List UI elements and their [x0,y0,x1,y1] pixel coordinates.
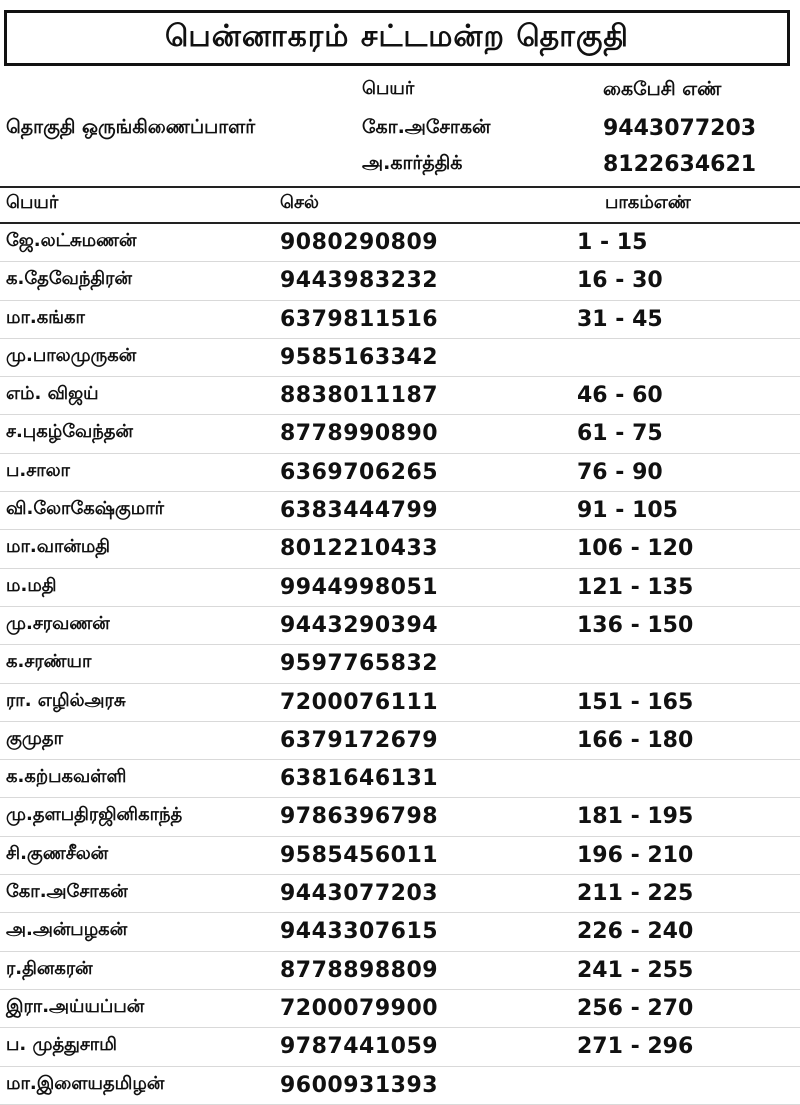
member-phone: 9600931393 [280,1072,439,1098]
member-phone: 6379811516 [280,306,439,332]
member-phone: 9443307615 [280,919,439,945]
member-phone: 9443983232 [280,268,439,294]
column-header-booth: பாகம்எண் [605,192,691,213]
member-name: வி.லோகேஷ்குமார் [6,498,165,520]
table-row [0,913,800,951]
member-phone: 9597765832 [280,651,439,677]
member-phone: 9944998051 [280,574,439,600]
table-row [0,492,800,530]
booth-range: 106 - 120 [577,536,694,562]
member-name: க.கற்பகவள்ளி [6,766,127,788]
booth-range: 181 - 195 [577,804,694,830]
member-name: கோ.அசோகன் [6,881,128,903]
member-name: ப.சாலா [6,459,70,481]
table-row [0,798,800,836]
coordinator-name-header: பெயர் [362,78,415,99]
table-row [0,377,800,415]
booth-range: 136 - 150 [577,612,694,638]
booth-range: 121 - 135 [577,574,694,600]
member-phone: 7200076111 [280,689,439,715]
table-row [0,530,800,568]
booth-range: 61 - 75 [577,421,663,447]
member-name: க.சரண்யா [6,651,92,673]
booth-range: 16 - 30 [577,268,663,294]
member-name: க.தேவேந்திரன் [6,268,132,290]
member-name: ர.தினகரன் [6,957,93,979]
member-phone: 8838011187 [280,383,439,409]
booth-range: 211 - 225 [577,881,694,907]
table-row [0,875,800,913]
table-row [0,262,800,300]
booth-range: 31 - 45 [577,306,663,332]
member-name: ப. முத்துசாமி [6,1034,117,1056]
member-table [0,224,800,1105]
member-phone: 9443290394 [280,612,439,638]
column-header-name: பெயர் [6,192,59,213]
table-row [0,645,800,683]
member-name: குமுதா [6,727,64,749]
member-name: ம.மதி [6,574,57,596]
table-row [0,1067,800,1105]
table-row [0,301,800,339]
page-title: பென்னாகரம் சட்டமன்ற தொகுதி [165,18,629,54]
coordinator-section [0,70,800,186]
coordinator-phone-header: கைபேசி எண் [603,78,722,100]
member-name: ரா. எழில்அரசு [6,689,126,711]
member-phone: 6381646131 [280,766,439,792]
member-phone: 6383444799 [280,498,439,524]
table-row [0,952,800,990]
coordinator-label: தொகுதி ஒருங்கிணைப்பாளர் [6,116,256,138]
member-name: மா.இளையதமிழன் [6,1072,165,1094]
table-row [0,1028,800,1066]
table-row [0,454,800,492]
booth-range: 76 - 90 [577,459,663,485]
member-name: ச.புகழ்வேந்தன் [6,421,133,443]
coordinator-name: கோ.அசோகன் [362,116,491,138]
member-phone: 7200079900 [280,995,439,1021]
member-phone: 8012210433 [280,536,439,562]
booth-range: 91 - 105 [577,498,678,524]
member-name: மா.கங்கா [6,306,85,328]
coordinator-phone: 9443077203 [603,116,757,141]
member-name: மு.பாலமுருகன் [6,344,137,366]
member-name: மா.வான்மதி [6,536,111,558]
member-name: ஜே.லட்சுமணன் [6,230,137,251]
coordinator-phone: 8122634621 [603,152,757,177]
table-row [0,607,800,645]
booth-range: 151 - 165 [577,689,694,715]
title-banner [4,10,790,66]
member-name: சி.குணசீலன் [6,842,109,864]
member-phone: 8778990890 [280,421,439,447]
member-phone: 9443077203 [280,881,439,907]
booth-range: 241 - 255 [577,957,694,983]
booth-range: 1 - 15 [577,230,648,255]
table-row [0,760,800,798]
booth-range: 46 - 60 [577,383,663,409]
member-phone: 9787441059 [280,1034,439,1060]
member-phone: 9080290809 [280,230,439,255]
table-row [0,339,800,377]
member-name: அ.அன்பழகன் [6,919,128,941]
table-row [0,569,800,607]
column-header-phone: செல் [280,192,319,213]
member-name: இரா.அய்யப்பன் [6,995,145,1017]
member-phone: 6369706265 [280,459,439,485]
member-phone: 8778898809 [280,957,439,983]
booth-range: 226 - 240 [577,919,694,945]
table-row [0,837,800,875]
table-row [0,224,800,262]
member-name: மு.தளபதிரஜினிகாந்த் [6,804,183,826]
coordinator-name: அ.கார்த்திக் [362,152,463,174]
member-phone: 9585456011 [280,842,439,868]
member-phone: 6379172679 [280,727,439,753]
booth-range: 256 - 270 [577,995,694,1021]
table-row [0,722,800,760]
member-name: மு.சரவணன் [6,612,110,634]
table-row [0,990,800,1028]
booth-range: 166 - 180 [577,727,694,753]
table-row [0,684,800,722]
member-name: எம். விஜய் [6,383,99,405]
table-header [0,188,800,222]
member-phone: 9786396798 [280,804,439,830]
table-row [0,415,800,453]
booth-range: 271 - 296 [577,1034,694,1060]
member-phone: 9585163342 [280,344,439,370]
booth-range: 196 - 210 [577,842,694,868]
